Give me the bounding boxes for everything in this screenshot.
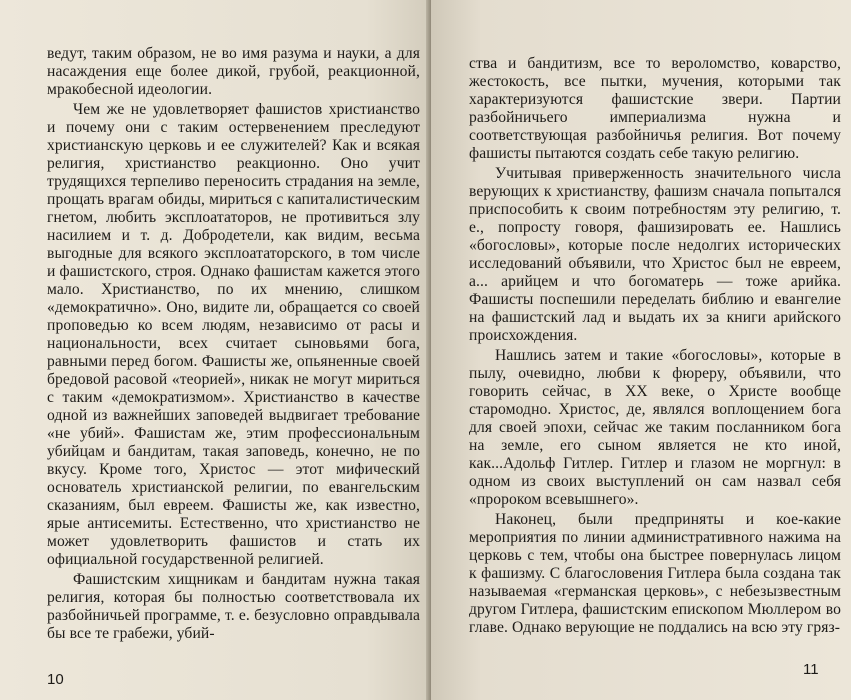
paragraph: ведут, таким образом, не во имя разума и науки, а для насаждения еще более дикой, грубой, реакционной, мракобесной идеологии.: [47, 45, 420, 98]
paragraph: Наконец, были предприняты и кое-какие мероприятия по линии административного нажима на церковь с тем, чтобы она быстрее повернулась лицом к фашизму. С благословения Гитлера была создана так называемая «германская церковь», с небезызвестным другом Гитлера, фашистским епископом Мюллером во главе. Однако верующие не поддались на всю эту гряз-: [469, 511, 841, 636]
paragraph: ства и бандитизм, все то вероломство, коварство, жестокость, все пытки, мучения, которыми так характеризуются фашистские звери. Партии разбойничьего империализма нужна и соответствующая разбойничья религия. Вот почему фашисты пытаются создать себе такую религию.: [469, 55, 841, 162]
paragraph: Учитывая приверженность значительного числа верующих к христианству, фашизм сначала попытался приспособить к своим потребностям эту религию, т. е., попросту говоря, фашизировать ее. Нашлись «богословы», которые после недолгих исторических исследований объявили, что Христос был не евреем, а... арийцем и что богоматерь — тоже арийка. Фашисты поспешили переделать библию и евангелие на фашистский лад и выдать их за книги арийского происхождения.: [469, 165, 841, 344]
page-number: 10: [47, 671, 64, 688]
left-page-text: [47, 45, 420, 643]
right-page-text: [469, 55, 841, 637]
paragraph: Чем же не удовлетворяет фашистов христианство и почему они с таким остервенением преследуют христианскую церковь и ее служителей? Как и всякая религия, христианство реакционно. Оно учит трудящихся терпеливо переносить страдания на земле, прощать врагам обиды, мириться с капиталистическим гнетом, любить эксплоататоров, не противиться злу насилием и т. д. Добродетели, как видим, весьма выгодные для всякого эксплоататорского, в том числе и фашистского, строя. Однако фашистам кажется этого мало. Христианство, по их мнению, слишком «демократично». Оно, видите ли, обращается со своей проповедью ко всем людям, независимо от расы и национальности, всех считает сыновьями бога, равными перед богом. Фашисты же, опьяненные своей бредовой расовой «теорией», никак не могут мириться с таким «демократизмом». Христианство в качестве одной из важнейших заповедей выдвигает требование «не убий». Фашистам же, этим профессиональным убийцам и бандитам, такая заповедь, конечно, не по вкусу. Кроме того, Христос — этот мифический основатель христианской религии, по евангельским сказаниям, был евреем. Фашисты же, как известно, ярые антисемиты. Естественно, что христианство не может удовлетворить фашистов и стать их официальной государственной религией.: [47, 101, 420, 568]
page-number: 11: [803, 661, 819, 678]
paragraph: Нашлись затем и такие «богословы», которые в пылу, очевидно, любви к фюреру, объявили, что говорить сейчас, в XX веке, о Христе вообще старомодно. Христос, де, являлся воплощением бога для своей эпохи, сейчас же таким посланником бога на земле, его сыном является не кто иной, как...Адольф Гитлер. Гитлер и глазом не моргнул: в одном из своих выступлений он сам назвал себя «пророком всевышнего».: [469, 347, 841, 508]
paragraph: Фашистским хищникам и бандитам нужна такая религия, которая бы полностью соответствовала их разбойничьей программе, т. е. безусловно оправдывала бы все те грабежи, убий-: [47, 571, 420, 642]
right-page: [431, 0, 851, 700]
